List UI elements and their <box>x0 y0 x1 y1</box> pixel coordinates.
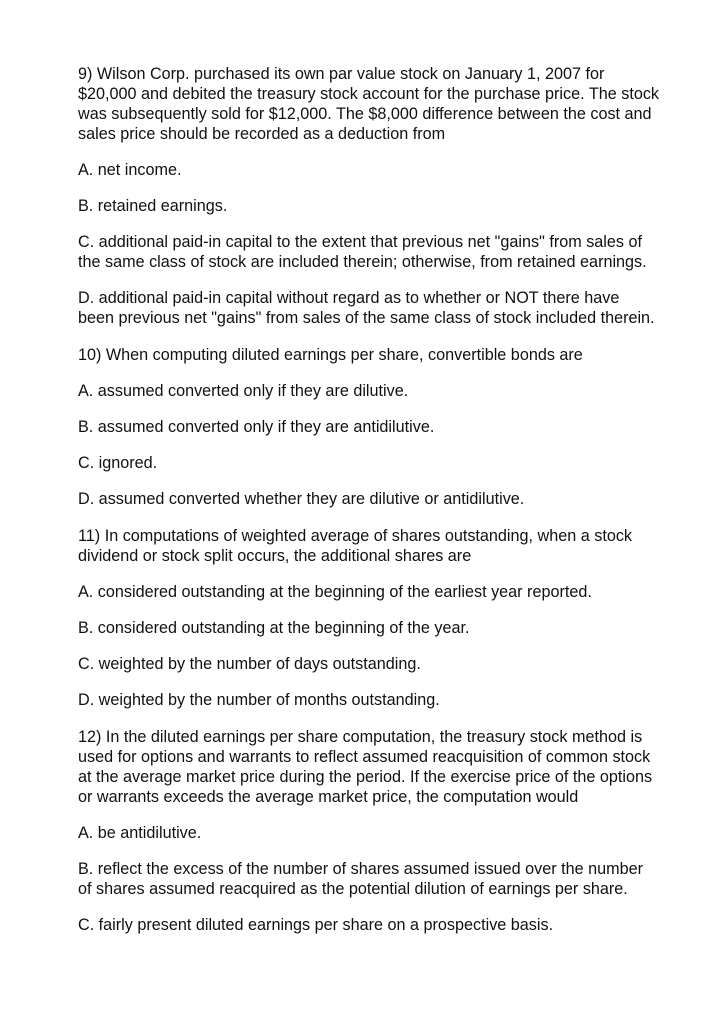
option-d: D. additional paid-in capital without regard as to whether or NOT there have been previous net "gains" from sales of the same class of stock included therein. <box>78 289 655 327</box>
document-page <box>78 64 698 952</box>
question-12 <box>78 727 698 935</box>
option-b: B. retained earnings. <box>78 197 228 215</box>
question-9 <box>78 64 698 328</box>
question-text: 11) In computations of weighted average of shares outstanding, when a stock dividend or stock split occurs, the additional shares are <box>78 527 633 565</box>
question-text: 10) When computing diluted earnings per share, convertible bonds are <box>78 346 583 364</box>
question-text: 12) In the diluted earnings per share computation, the treasury stock method is used for options and warrants to reflect assumed reacquisition of common stock at the average market price during the period. If the exercise price of the options or warrants exceeds the average market price, the computation would <box>78 728 653 806</box>
question-11 <box>78 526 698 710</box>
option-c: C. weighted by the number of days outstanding. <box>78 655 421 673</box>
question-text: 9) Wilson Corp. purchased its own par value stock on January 1, 2007 for $20,000 and debited the treasury stock account for the purchase price. The stock was subsequently sold for $12,000. The $8,000 difference between the cost and sales price should be recorded as a deduction from <box>78 65 660 143</box>
option-d: D. weighted by the number of months outstanding. <box>78 691 440 709</box>
option-a: A. be antidilutive. <box>78 824 202 842</box>
option-b: B. assumed converted only if they are antidilutive. <box>78 418 435 436</box>
option-a: A. assumed converted only if they are dilutive. <box>78 382 409 400</box>
option-c: C. additional paid-in capital to the extent that previous net "gains" from sales of the same class of stock are included therein; otherwise, from retained earnings. <box>78 233 647 271</box>
option-c: C. ignored. <box>78 454 158 472</box>
question-10 <box>78 345 698 509</box>
option-b: B. considered outstanding at the beginning of the year. <box>78 619 470 637</box>
option-d: D. assumed converted whether they are dilutive or antidilutive. <box>78 490 525 508</box>
option-c: C. fairly present diluted earnings per share on a prospective basis. <box>78 916 554 934</box>
option-a: A. considered outstanding at the beginning of the earliest year reported. <box>78 583 592 601</box>
option-b: B. reflect the excess of the number of shares assumed issued over the number of shares assumed reacquired as the potential dilution of earnings per share. <box>78 860 644 898</box>
option-a: A. net income. <box>78 161 182 179</box>
